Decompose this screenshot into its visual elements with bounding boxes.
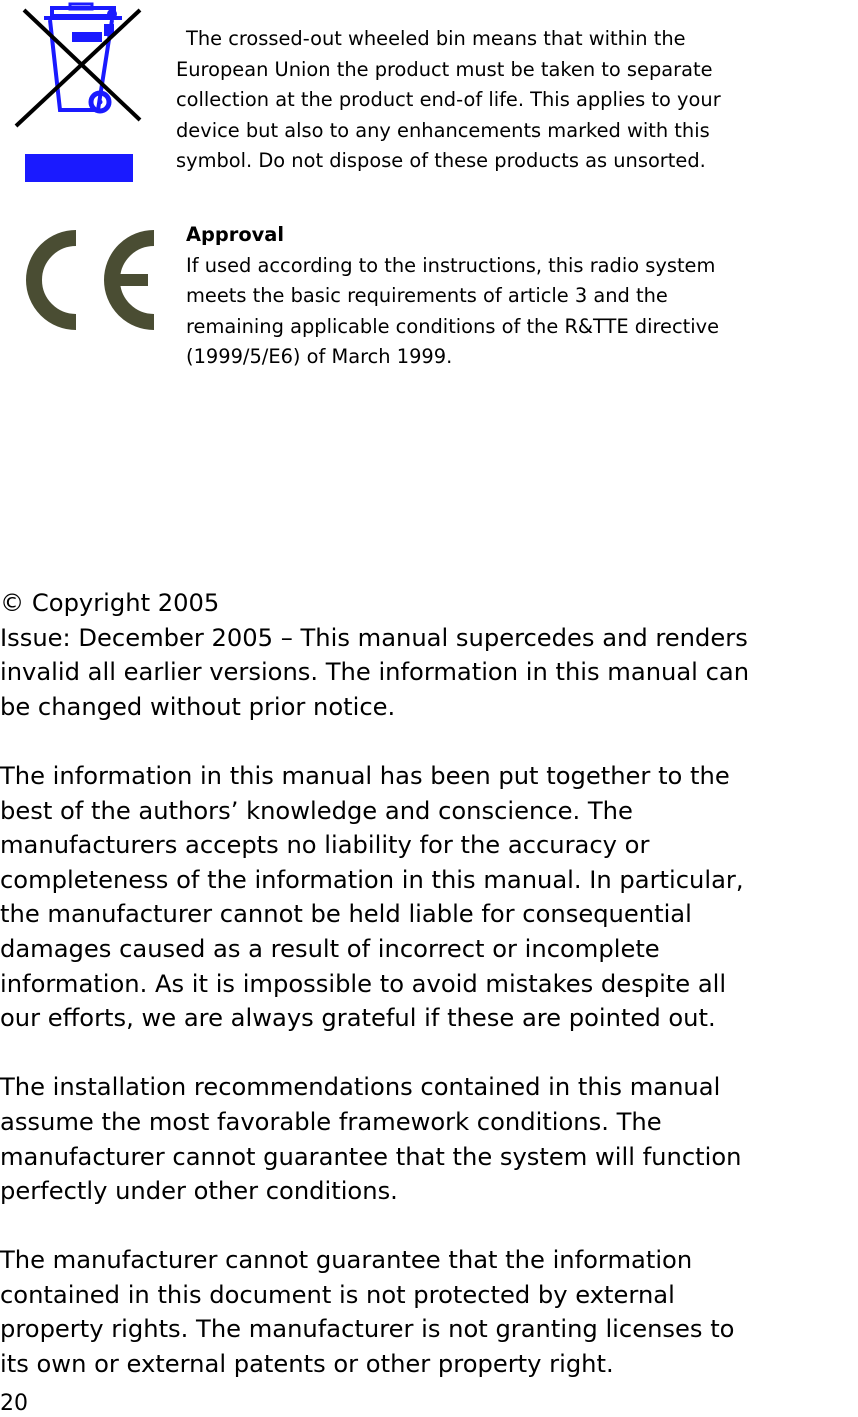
crossed-out-wheeled-bin-icon — [8, 2, 158, 184]
approval-line: (1999/5/E6) of March 1999. — [186, 345, 453, 368]
issue-paragraph — [0, 621, 858, 725]
paragraph-line: best of the authors’ knowledge and conscience. The — [0, 796, 633, 825]
weee-line: device but also to any enhancements marked with this — [176, 118, 710, 142]
paragraph-line: the manufacturer cannot be held liable for consequential — [0, 900, 692, 929]
liability-paragraph — [0, 759, 858, 1036]
installation-paragraph — [0, 1070, 858, 1208]
paragraph-line: The manufacturer cannot guarantee that the information — [0, 1246, 693, 1275]
paragraph-line: The installation recommendations contained in this manual — [0, 1073, 721, 1102]
paragraph-line: contained in this document is not protected by external — [0, 1280, 675, 1309]
legal-text — [0, 586, 858, 1416]
approval-notice — [186, 220, 852, 373]
approval-line: meets the basic requirements of article 3 and the — [186, 284, 668, 307]
paragraph-line: completeness of the information in this manual. In particular, — [0, 865, 744, 894]
paragraph-line: property rights. The manufacturer is not granting licenses to — [0, 1315, 735, 1344]
ce-mark-icon — [8, 224, 160, 336]
paragraph-line: manufacturer cannot guarantee that the system will function — [0, 1142, 742, 1171]
weee-line: European Union the product must be taken to separate — [176, 57, 713, 81]
page-number: 20 — [0, 1391, 28, 1416]
weee-line: symbol. Do not dispose of these products as unsorted. — [176, 149, 706, 172]
paragraph-line: be changed without prior notice. — [0, 692, 396, 721]
paragraph-line: manufacturers accepts no liability for the accuracy or — [0, 831, 650, 860]
copyright-text: © Copyright 2005 — [0, 589, 220, 617]
paragraph-line: perfectly under other conditions. — [0, 1177, 398, 1206]
copyright-line — [0, 586, 858, 621]
paragraph-line: invalid all earlier versions. The information in this manual can — [0, 658, 750, 687]
paragraph-line: our efforts, we are always grateful if these are pointed out. — [0, 1004, 716, 1033]
paragraph-line: damages caused as a result of incorrect or incomplete — [0, 934, 660, 963]
paragraph-line: Issue: December 2005 – This manual supercedes and renders — [0, 623, 748, 652]
weee-line: collection at the product end-of life. This applies to your — [176, 88, 721, 111]
paragraph-line: its own or external patents or other property right. — [0, 1350, 614, 1379]
approval-line: remaining applicable conditions of the R&TTE directive — [186, 314, 720, 338]
approval-line: If used according to the instructions, this radio system — [186, 253, 716, 277]
approval-title: Approval — [186, 223, 285, 246]
paragraph-line: information. As it is impossible to avoid mistakes despite all — [0, 969, 727, 998]
paragraph-line: The information in this manual has been put together to the — [0, 761, 730, 790]
weee-notice — [176, 24, 852, 177]
property-rights-paragraph — [0, 1243, 858, 1381]
weee-line: The crossed-out wheeled bin means that within the — [186, 27, 686, 50]
paragraph-line: assume the most favorable framework conditions. The — [0, 1107, 662, 1136]
